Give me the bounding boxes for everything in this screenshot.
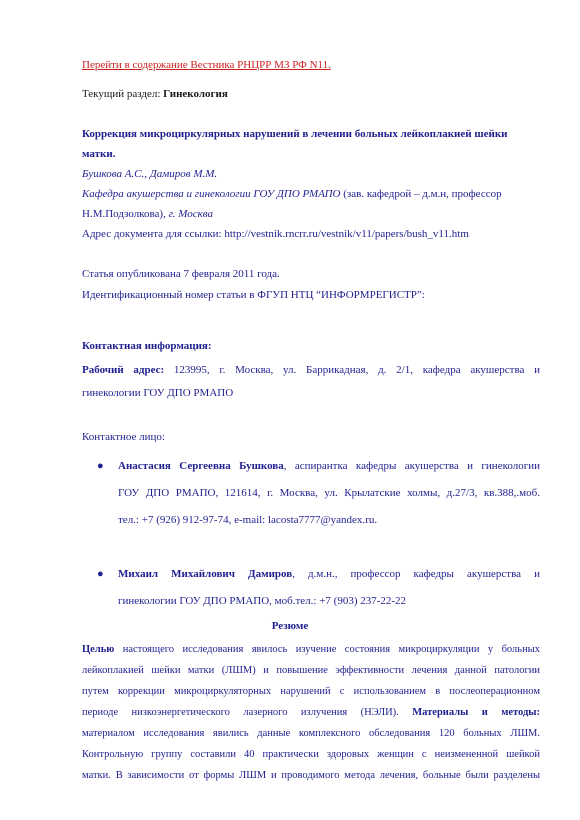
section-label: Текущий раздел: [82,88,164,100]
contact-2-name: Михаил Михайлович Дамиров [118,568,293,580]
abstract-line-5: материалом исследования явились данные комплексного обследования 120 больных ЛШМ. [82,728,540,739]
contact-person-label: Контактное лицо: [82,431,165,443]
section-value: Гинекология [163,88,228,100]
current-section [82,87,540,101]
contact-1-name: Анастасия Сергеевна Бушкова [118,460,284,472]
contact-2-position: , д.м.н., профессор кафедры акушерства и [292,568,540,580]
abstract-line-3: путем коррекции микроциркуляторных нарушений с использованием в послеоперационном [82,686,540,697]
published-date: Статья опубликована 7 февраля 2011 года. [82,268,280,280]
abstract-line-1 [82,643,540,657]
article-title-line-2: матки. [82,148,116,160]
abstract-goal-text: настоящего исследования явилось изучение состояния микроциркуляции у больных [114,644,540,655]
contact-1-line-2: ГОУ ДПО РМАПО, 121614, г. Москва, ул. Крылатские холмы, д.27/3, кв.388,.моб. [118,487,540,499]
contact-heading: Контактная информация: [82,340,212,352]
abstract-line-4 [82,706,540,720]
abstract-line-7: матки. В зависимости от формы ЛШМ и проводимого метода лечения, больные были разделены [82,770,540,781]
registry-id: Идентификационный номер статьи в ФГУП НТЦ “ИНФОРМРЕГИСТР”: [82,289,425,301]
abstract-nelі-text: периоде низкоэнергетического лазерного излучения (НЭЛИ). [82,707,413,718]
abstract-line-2: лейкоплакией шейки матки (ЛШМ) и повышение эффективности лечения данной патологии [82,665,540,676]
affiliation-line-2 [82,207,540,221]
contact-1-line-3: тел.: +7 (926) 912-97-74, e-mail: lacosta7777@yandex.ru. [118,514,378,526]
work-address-label: Рабочий адрес: [82,364,165,376]
affiliation-city: , г. Москва [163,208,213,220]
work-address-text: 123995, г. Москва, ул. Баррикадная, д. 2/1, кафедра акушерства и [164,364,540,376]
contact-2-line-2: гинекологии ГОУ ДПО РМАПО, моб.тел.: +7 (903) 237-22-22 [118,595,407,607]
journal-contents-link[interactable] [82,58,540,72]
bullet-icon: ● [97,460,104,472]
authors: Бушкова А.С., Дамиров М.М. [82,168,218,180]
abstract-goal-label: Целью [82,644,115,655]
abstract-line-6: Контрольную группу составили 40 практически здоровых женщин с неизмененной шейкой [82,749,540,760]
affiliation-head: (зав. кафедрой – д.м.н, профессор [340,188,502,200]
contact-2-line-1 [118,567,540,581]
work-address-line-2: гинекологии ГОУ ДПО РМАПО [82,387,234,399]
contents-link-text[interactable]: Перейти в содержание Вестника РНЦРР МЗ РФ N11. [82,59,331,71]
abstract-methods-label: Материалы и методы: [412,707,540,718]
affiliation-dept: Кафедра акушерства и гинекологии ГОУ ДПО РМАПО [82,188,341,200]
article-title-line-1: Коррекция микроциркулярных нарушений в лечении больных лейкоплакией шейки [82,128,508,140]
contact-1-position: , аспирантка кафедры акушерства и гинекологии [283,460,540,472]
bullet-icon: ● [97,568,104,580]
document-address: Адрес документа для ссылки: http://vestnik.rncrr.ru/vestnik/v11/papers/bush_v11.htm [82,228,469,240]
contact-1-line-1 [118,459,540,473]
affiliation-head-name: Н.М.Подзолкова) [82,208,164,220]
resume-heading: Резюме [271,620,309,632]
work-address-line-1 [82,363,540,377]
affiliation-line-1 [82,187,540,201]
